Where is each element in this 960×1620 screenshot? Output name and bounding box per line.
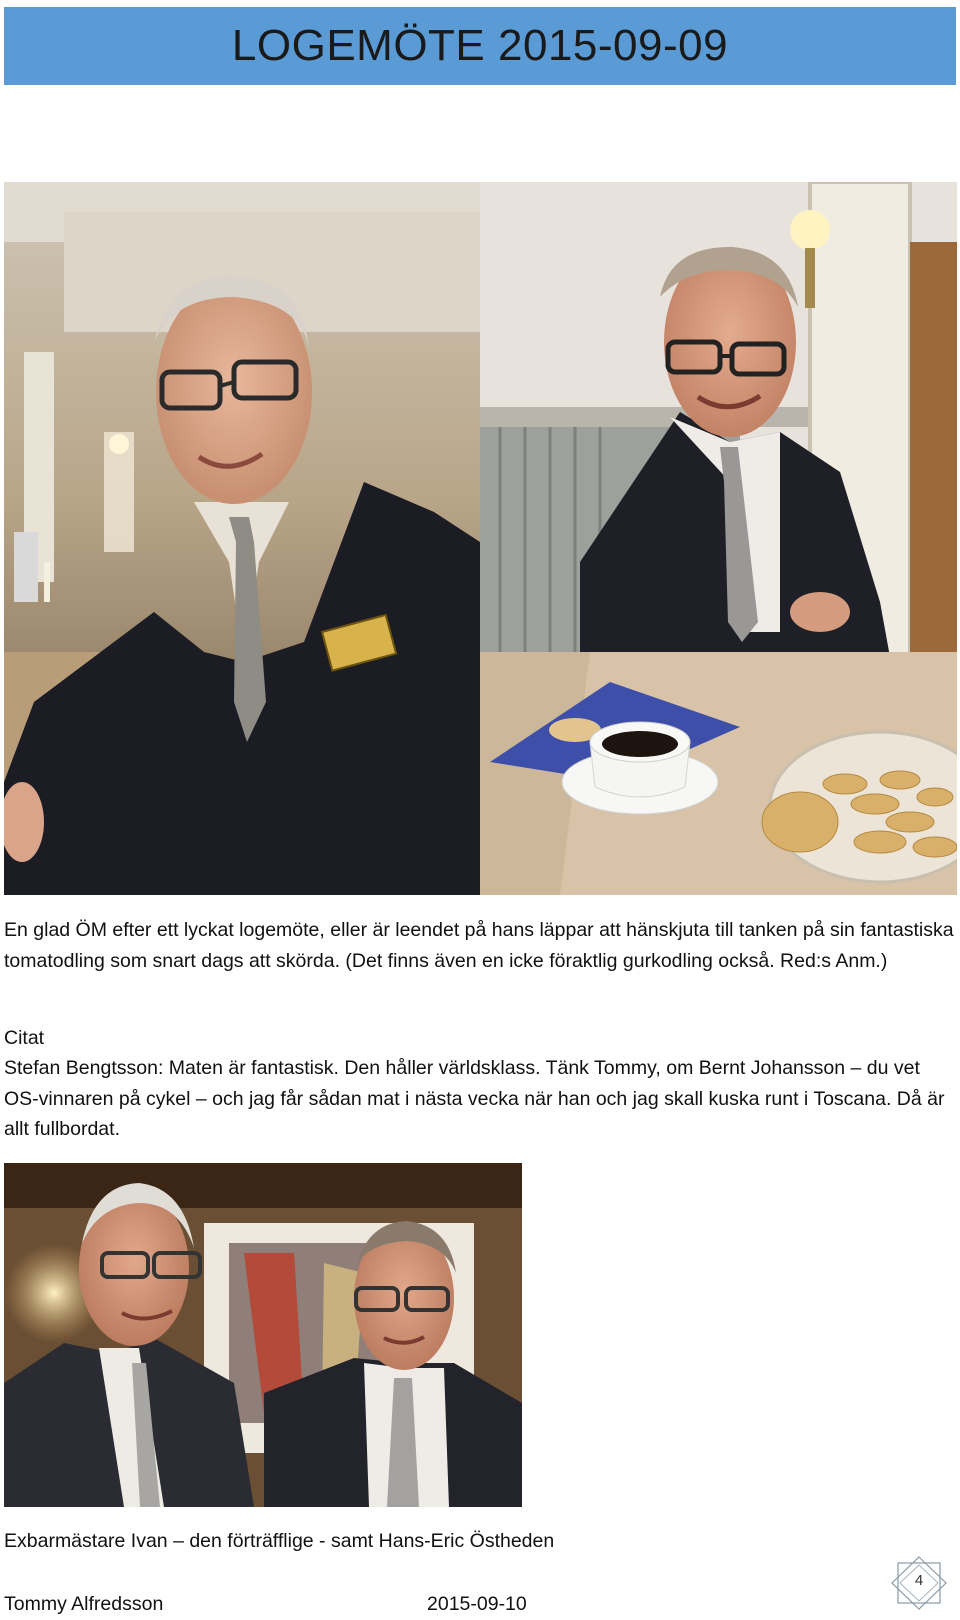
photo-man-with-badge xyxy=(4,182,480,895)
quote-heading: Citat xyxy=(4,1027,45,1049)
photo-caption: En glad ÖM efter ett lyckat logemöte, eller är leendet på hans läppar att hänskjuta till tanken på sin fantastiska tomatodling som snart dags att skörda. (Det finns även en icke föraktlig gurkodling också. Red:s Anm.) xyxy=(4,919,954,972)
photo-caption-two-men: Exbarmästare Ivan – den förträfflige - samt Hans-Eric Östheden xyxy=(4,1530,555,1552)
page-number: 4 xyxy=(914,1572,924,1589)
photo-man-at-coffee-table xyxy=(480,182,957,895)
quote-text: Stefan Bengtsson: Maten är fantastisk. Den håller världsklass. Tänk Tommy, om Bernt Johansson – du vet OS-vinnaren på cykel – och jag får sådan mat i nästa vecka när han och jag skall kuska runt i Toscana. Då är allt fullbordat. xyxy=(4,1057,945,1140)
title-bar xyxy=(4,7,956,85)
photo-two-men xyxy=(4,1163,522,1507)
footer-date: 2015-09-10 xyxy=(427,1593,527,1615)
footer-author: Tommy Alfredsson xyxy=(4,1593,164,1615)
page-title: LOGEMÖTE 2015-09-09 xyxy=(231,21,729,70)
